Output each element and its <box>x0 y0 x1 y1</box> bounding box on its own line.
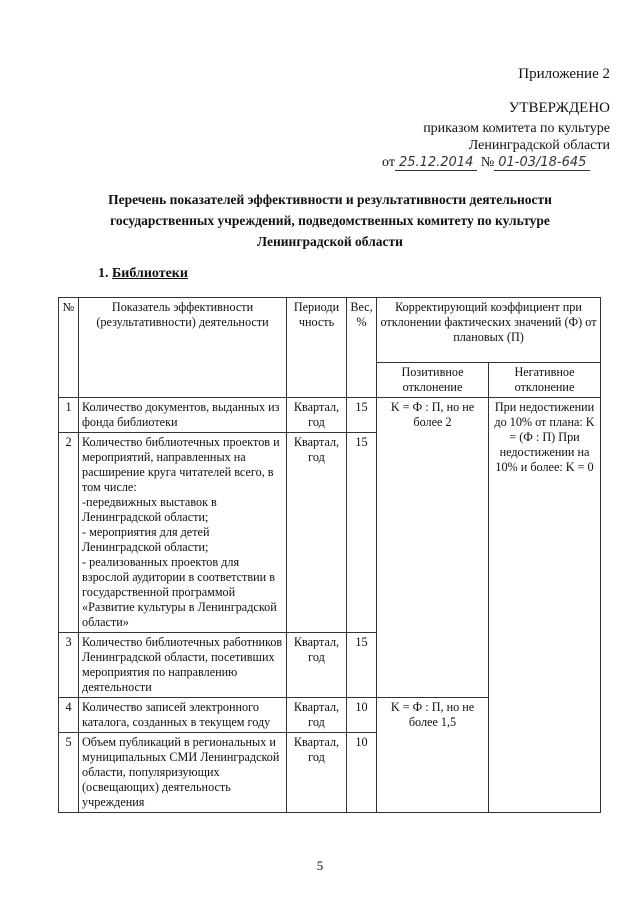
page-number: 5 <box>316 858 324 873</box>
table-header-row <box>59 298 601 363</box>
indicator-line: -передвижных выставок в Ленинградской области; <box>82 495 217 524</box>
indicators-table <box>58 297 601 813</box>
section-name: Библиотеки <box>112 266 188 281</box>
table-row <box>59 398 601 433</box>
header-weight: Вес, % <box>347 298 377 398</box>
indicator-line: - мероприятия для детей Ленинградской области; <box>82 525 210 554</box>
row-weight: 10 <box>347 733 377 813</box>
header-negative: Негативное отклонение <box>489 363 601 398</box>
number-value: 01-03/18-645 <box>494 155 590 171</box>
row-num: 5 <box>59 733 79 813</box>
approved-stamp: УТВЕРЖДЕНО <box>508 100 610 116</box>
row-weight: 10 <box>347 698 377 733</box>
header-coef: Корректирующий коэффициент при отклонении фактических значений (Ф) от плановых (П) <box>377 298 601 363</box>
row-period: Квартал, год <box>287 433 347 633</box>
row-indicator <box>79 433 287 633</box>
row-num: 2 <box>59 433 79 633</box>
row-period: Квартал, год <box>287 398 347 433</box>
section-number: 1. <box>98 266 109 281</box>
row-indicator: Объем публикаций в региональных и муниципальных СМИ Ленинградской области, популяризующих (освещающих) деятельность учреждения <box>79 733 287 813</box>
negative-coef-merged: При недостижении до 10% от плана: K = (Ф : П) При недостижении на 10% и более: K = 0 <box>489 398 601 813</box>
header-indicator: Показатель эффективности (результативности) деятельности <box>79 298 287 398</box>
title-line-3: Ленинградской области <box>257 234 403 249</box>
header-positive: Позитивное отклонение <box>377 363 489 398</box>
order-date-line <box>382 155 590 171</box>
date-prefix: от <box>382 155 395 170</box>
section-heading <box>98 266 188 282</box>
title-line-2: государственных учреждений, подведомственных комитету по культуре <box>110 213 550 228</box>
order-line-2: Ленинградской области <box>468 138 610 153</box>
row-indicator: Количество записей электронного каталога, созданных в текущем году <box>79 698 287 733</box>
row-num: 3 <box>59 633 79 698</box>
row-indicator: Количество библиотечных работников Ленинградской области, посетивших мероприятия по направлению деятельности <box>79 633 287 698</box>
document-title <box>60 189 600 252</box>
row-indicator: Количество документов, выданных из фонда библиотеки <box>79 398 287 433</box>
order-line-1: приказом комитета по культуре <box>423 121 610 136</box>
row-positive: K = Ф : П, но не более 2 <box>377 398 489 698</box>
number-prefix: № <box>480 155 495 170</box>
date-value: 25.12.2014 <box>395 155 477 171</box>
appendix-label: Приложение 2 <box>518 66 610 82</box>
indicator-line: - реализованных проектов для взрослой аудитории в соответствии в государственной программой «Развитие культуры в Ленинградской области» <box>82 555 277 629</box>
row-num: 1 <box>59 398 79 433</box>
title-line-1: Перечень показателей эффективности и результативности деятельности <box>108 192 552 207</box>
indicator-line: Количество библиотечных проектов и мероприятий, направленных на расширение круга читателей всего, в том числе: <box>82 435 280 494</box>
row-num: 4 <box>59 698 79 733</box>
row-period: Квартал, год <box>287 633 347 698</box>
row-weight: 15 <box>347 433 377 633</box>
header-num: № <box>59 298 79 398</box>
row-period: Квартал, год <box>287 698 347 733</box>
row-positive: K = Ф : П, но не более 1,5 <box>377 698 489 813</box>
row-period: Квартал, год <box>287 733 347 813</box>
header-period: Периоди чность <box>287 298 347 398</box>
row-weight: 15 <box>347 633 377 698</box>
row-weight: 15 <box>347 398 377 433</box>
